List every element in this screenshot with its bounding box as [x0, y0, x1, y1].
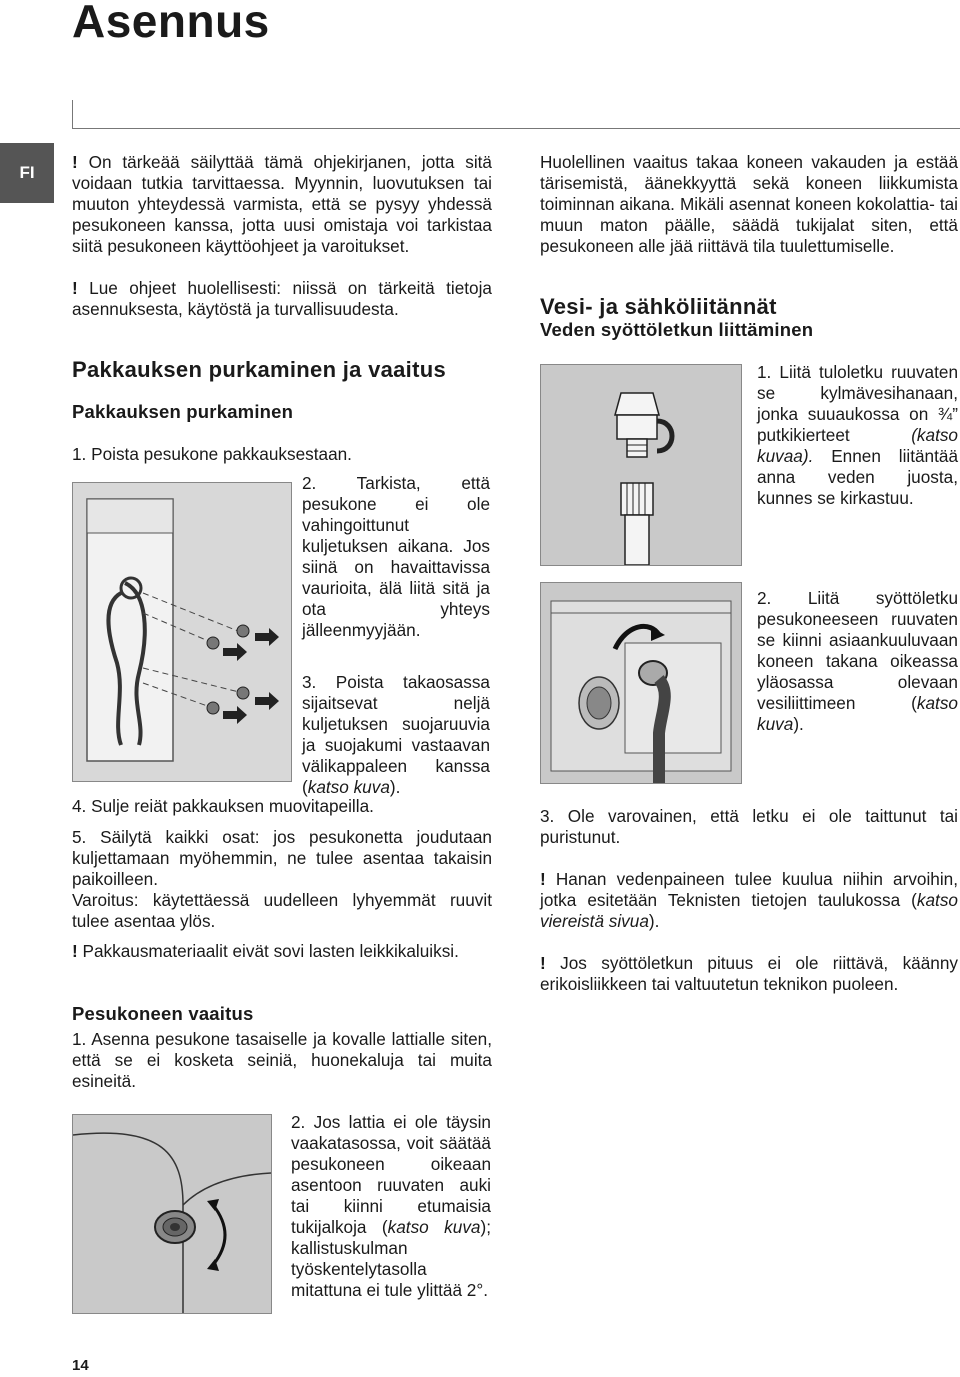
figure-leveling-foot	[72, 1114, 272, 1314]
header-divider-horizontal	[72, 128, 960, 129]
note-water-pressure	[540, 869, 958, 932]
page-number: 14	[72, 1357, 89, 1374]
figure-water-tap	[540, 364, 742, 566]
leveling-step-1: 1. Asenna pesukone tasaiselle ja kovalle lattialle siten, että se ei kosketa seiniä, huonekaluja tai muita esineitä.	[72, 1029, 492, 1091]
warning-mark: !	[72, 941, 78, 961]
note-water-pressure-text-end: ).	[648, 911, 660, 931]
warning-mark: !	[72, 152, 78, 172]
figure-hose-connection	[540, 582, 742, 784]
water-step-1-text: 1. Liitä tuloletku ruuvaten se kylmävesihanaan, jonka suuaukossa on ¾” putkikierteet	[757, 362, 958, 445]
warning-packaging	[72, 941, 492, 962]
warning-mark: !	[540, 869, 546, 889]
section-title-unpacking: Pakkauksen purkaminen ja vaaitus	[72, 357, 446, 382]
water-step-2	[757, 588, 958, 735]
tap-illustration	[541, 365, 741, 565]
water-step-3: 3. Ole varovainen, että letku ei ole taittunut tai puristunut.	[540, 806, 958, 847]
page-title: Asennus	[72, 0, 270, 47]
water-step-1-see-figure: (katso kuvaa).	[757, 425, 958, 466]
intro-note-1	[72, 152, 492, 257]
leveling-step-2-see-figure: katso kuva	[387, 1217, 481, 1237]
note-hose-length	[540, 953, 958, 995]
note-water-pressure-see-page: katso viereistä sivua	[540, 890, 958, 931]
header-divider-vertical	[72, 100, 73, 128]
warning-mark: !	[72, 278, 78, 298]
machine-back-illustration	[73, 483, 291, 781]
section-title-connections: Vesi- ja sähköliitännät	[540, 294, 777, 319]
leveling-benefit-text: Huolellinen vaaitus takaa koneen vakauden ja estää tärisemistä, äänekkyyttä sekä koneen liikkumista toiminnan aikana. Mikäli asennat koneen kokolattia- tai muun maton päälle, säädä tukijalat siten, että pesukoneen alle jää riittävä tila tuulettumiselle.	[540, 152, 958, 256]
note-hose-length-text: Jos syöttöletkun pituus ei ole riittävä, käänny erikoisliikkeen tai valtuutetun teknikon puoleen.	[540, 953, 958, 994]
intro-note-1-text: On tärkeää säilyttää tämä ohjekirjanen, jotta sitä voidaan tutkia tarvittaessa. Myynnin, luovutuksen tai muuton yhteydessä varmista, että se pysyy yhdessä pesukoneen kanssa, jotta uusi omistaja voi tarkistaa siitä pesukoneen käyttöohjeet ja varoitukset.	[72, 152, 492, 256]
step-3	[302, 672, 490, 798]
subsection-title-leveling: Pesukoneen vaaitus	[72, 1003, 254, 1024]
step-3-text: 3. Poista takaosassa sijaitsevat neljä kuljetuksen suojaruuvia ja suojakumi vastaavan välikappaleen kanssa (	[302, 672, 490, 797]
note-water-pressure-text: Hanan vedenpaineen tulee kuulua niihin arvoihin, jotka esitetään Teknisten tietojen taulukossa (	[540, 869, 958, 910]
water-step-2-text: 2. Liitä syöttöletku pesukoneeseen ruuvaten se kiinni asiaankuuluvaan koneen takana oikeassa yläosassa olevaan vesiliittimeen (	[757, 588, 958, 713]
leveling-step-2-text: 2. Jos lattia ei ole täysin vaakatasossa, voit säätää pesukoneen oikeaan asentoon ruuvaten auki tai kiinni etumaisia tukijalkoja (	[291, 1112, 491, 1237]
step-1: 1. Poista pesukone pakkauksestaan.	[72, 444, 352, 464]
water-step-2-text-end: ).	[793, 714, 804, 734]
leveling-step-2	[291, 1112, 491, 1301]
step-3-see-figure: katso kuva	[307, 777, 390, 797]
step-4: 4. Sulje reiät pakkauksen muovitapeilla.	[72, 796, 374, 816]
intro-note-2	[72, 278, 492, 320]
hose-connection-illustration	[541, 583, 741, 783]
warning-mark: !	[540, 953, 546, 973]
step-3-text-end: ).	[389, 777, 401, 797]
subsection-title-inlet-hose: Veden syöttöletkun liittäminen	[540, 319, 814, 340]
step-5: 5. Säilytä kaikki osat: jos pesukonetta joudutaan kuljettamaan myöhemmin, ne tulee asentaa takaisin paikoilleen.	[72, 827, 492, 889]
subsection-title-unpacking: Pakkauksen purkaminen	[72, 401, 294, 422]
leveling-step-2-text-end: ); kallistuskulman työskentelytasolla mitattuna ei tule ylittää 2°.	[291, 1217, 491, 1300]
warning-short-screws: Varoitus: käytettäessä uudelleen lyhyemmät ruuvit tulee asentaa ylös.	[72, 890, 492, 931]
water-step-1-text-2: Ennen liitäntää anna veden juosta, kunnes se kirkastuu.	[757, 446, 958, 508]
foot-illustration	[73, 1115, 271, 1313]
language-tab: FI	[0, 143, 54, 203]
step-2: 2. Tarkista, että pesukone ei ole vahingoittunut kuljetuksen aikana. Jos siinä on havaittavissa vaurioita, älä liitä sitä ja ota yhteys jälleenmyyjään.	[302, 473, 490, 640]
water-step-2-see-figure: katso kuva	[757, 693, 958, 734]
water-step-1	[757, 362, 958, 509]
figure-transport-bolts	[72, 482, 292, 782]
warning-packaging-text: Pakkausmateriaalit eivät sovi lasten leikkikaluiksi.	[82, 941, 459, 961]
intro-note-2-text: Lue ohjeet huolellisesti: niissä on tärkeitä tietoja asennuksesta, käytöstä ja turvallisuudesta.	[72, 278, 492, 319]
